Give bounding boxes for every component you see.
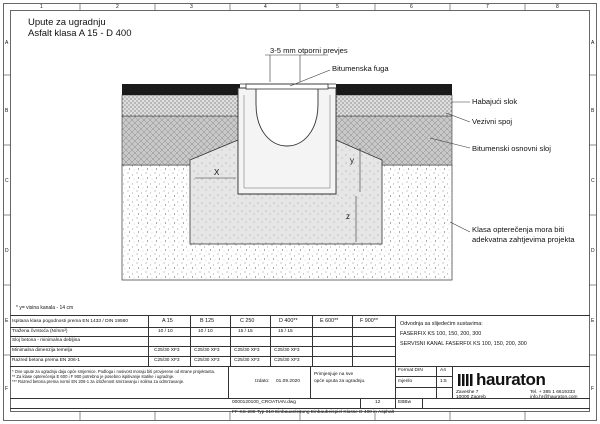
- row-label: Razred betona prema EN 206-1: [12, 358, 80, 363]
- title-line-2: Asfalt klasa A 15 - D 400: [28, 28, 132, 39]
- col-mark: 2: [116, 4, 119, 10]
- table-border: [10, 408, 590, 409]
- dimension-x-label: X: [214, 168, 220, 177]
- row-value: C25/30 XF3: [274, 358, 300, 363]
- callout-load-class-2: adekvatna zahtjevima projekta: [472, 235, 575, 244]
- remark-line-1: Primjenjuje na sve: [314, 372, 354, 377]
- row-value: C25/30 XF3: [234, 358, 260, 363]
- dimension-y-label: y: [350, 156, 354, 165]
- table-border: [148, 315, 149, 366]
- note-2: ** Za klase opterećenja E 600 i F 900 potrebno je posebno ispitivanje statike i ugradnje.: [12, 374, 175, 379]
- row-value: 15 / 15: [238, 329, 253, 334]
- col-mark: 5: [336, 4, 339, 10]
- table-border: [312, 315, 313, 366]
- table-border: [395, 387, 452, 388]
- hauraton-logo: hauraton: [476, 370, 546, 389]
- issued-date: 01.09.2020: [276, 379, 301, 384]
- col-mark: 8: [556, 4, 559, 10]
- row-label: Tražena čvrstoća (N/mm²): [12, 329, 68, 334]
- class-c250: C 250: [240, 318, 255, 324]
- table-border: [10, 398, 590, 399]
- row-mark: F: [5, 386, 9, 392]
- format-value: A4: [440, 368, 446, 373]
- company-city: 10000 Zagreb: [456, 395, 486, 400]
- row-label: Sloj betona - minimalna debljina: [12, 338, 80, 343]
- table-border: [436, 366, 437, 398]
- drawing-number: 0000120100_CROATIAN.dwg: [232, 400, 296, 405]
- format-label: Format DIN: [398, 368, 423, 373]
- company-address: Zaveshe 7: [456, 390, 479, 395]
- col-mark: 6: [410, 4, 413, 10]
- remark-line-2: opće uputa za ugradnju.: [314, 379, 366, 384]
- col-mark: 7: [486, 4, 489, 10]
- callout-binder-layer: Vezivni spoj: [472, 117, 513, 126]
- table-border: [452, 366, 453, 398]
- title-line-1: Upute za ugradnju: [28, 17, 106, 28]
- table-border: [360, 398, 361, 408]
- table-border: [10, 346, 395, 347]
- row-value: 10 / 10: [158, 329, 173, 334]
- note-1: * Ove upute za ugradnju daju opće smjernice. Podloga i nosivost moraju biti provjerene od strane projektanta.: [12, 369, 215, 374]
- company-email: info.hr@hauraton.com: [530, 395, 578, 400]
- row-value: C25/30 XF3: [234, 348, 260, 353]
- note-3: *** Razred betona prema normi EN 206-1 za izloženost smrzavanju i solima za odmrzavanje.: [12, 379, 185, 384]
- class-b125: B 125: [200, 318, 215, 324]
- col-mark: 4: [264, 4, 267, 10]
- notes-block: [12, 369, 224, 384]
- table-border: [422, 398, 423, 408]
- callout-overlap: 3-5 mm otporni prevjes: [270, 46, 348, 55]
- row-mark: D: [591, 248, 595, 254]
- row-label: Minimalna dimenzija temelja: [12, 348, 73, 353]
- table-border: [270, 315, 271, 366]
- class-e600: E 600**: [320, 318, 339, 324]
- row-value: C25/30 XF3: [154, 358, 180, 363]
- dimension-z-label: z: [346, 212, 350, 221]
- row-value: 10 / 10: [198, 329, 213, 334]
- row-mark: C: [591, 178, 595, 184]
- scale-value: 1:5: [440, 379, 447, 384]
- row-mark: B: [5, 108, 9, 114]
- table-border: [10, 315, 590, 316]
- table-border: [10, 356, 395, 357]
- company-phone: Tel. + 385 1 6619333: [530, 390, 575, 395]
- table-header-label: Ispitana klasa pogodnosti prema EN 1433 / DIN 19580: [12, 319, 128, 324]
- system-line-2: SERVISNI KANAL FASERFIX KS 100, 150, 200, 300: [400, 341, 527, 347]
- table-border: [310, 366, 311, 398]
- row-value: C25/30 XF3: [194, 358, 220, 363]
- row-value: C25/30 XF3: [274, 348, 300, 353]
- table-border: [10, 336, 395, 337]
- table-border: [10, 327, 395, 328]
- page-number: 12: [375, 400, 381, 405]
- class-d400: D 400**: [279, 318, 298, 324]
- row-mark: D: [5, 248, 9, 254]
- drawing-description: FF-KS-200 Typ 010 Einbauanleitung Einbaubeispiel Klasse D 400 in Asphalt: [232, 410, 395, 415]
- table-border: [395, 366, 590, 367]
- height-footnote: * y= visina kanala - 14 cm: [16, 305, 74, 311]
- callout-bitumen-joint: Bitumenska fuga: [332, 64, 389, 73]
- col-mark: 3: [190, 4, 193, 10]
- language-code: EBBw: [398, 400, 412, 405]
- scale-label: mjerilo: [398, 379, 413, 384]
- table-border: [395, 376, 452, 377]
- table-border: [10, 366, 395, 367]
- table-border: [230, 315, 231, 366]
- hauraton-logo-icon: [456, 371, 476, 389]
- issued-label: Izdato:: [255, 379, 270, 384]
- row-value: 15 / 15: [278, 329, 293, 334]
- table-border: [395, 315, 396, 408]
- row-value: C25/30 XF3: [194, 348, 220, 353]
- system-line-1: FASERFIX KS 100, 150, 200, 300: [400, 331, 482, 337]
- table-border: [352, 315, 353, 366]
- table-border: [190, 315, 191, 366]
- row-mark: C: [5, 178, 9, 184]
- row-mark: E: [591, 318, 595, 324]
- row-value: C25/30 XF3: [154, 348, 180, 353]
- class-a15: A 15: [162, 318, 173, 324]
- row-mark: F: [591, 386, 595, 392]
- row-mark: A: [5, 40, 9, 46]
- table-border: [228, 366, 229, 398]
- row-mark: B: [591, 108, 595, 114]
- systems-label: Odvodnja sa slijedećim sustavima:: [400, 321, 483, 327]
- row-mark: A: [591, 40, 595, 46]
- callout-load-class-1: Klasa opterečenja mora biti: [472, 225, 565, 234]
- callout-wearing-layer: Habajući slok: [472, 97, 518, 106]
- row-mark: E: [5, 318, 9, 324]
- class-f900: F 900**: [360, 318, 378, 324]
- callout-base-layer: Bitumenski osnovni sloj: [472, 144, 551, 153]
- col-mark: 1: [40, 4, 43, 10]
